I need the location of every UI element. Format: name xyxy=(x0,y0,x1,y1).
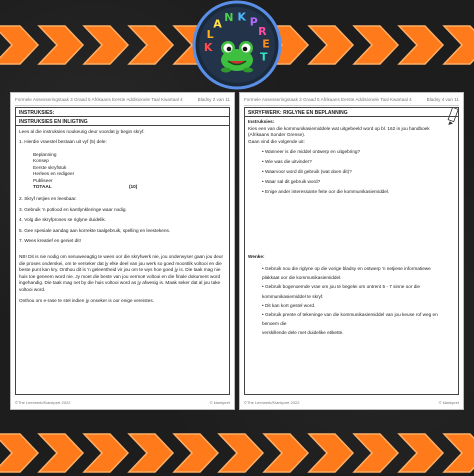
step-item: 5. Gee spesiale aandag aan korrekte taalgebruik, spelling en leestekens. xyxy=(19,227,171,233)
logo-letter: A xyxy=(213,17,222,31)
chevron-shape xyxy=(39,26,83,64)
instructions-box xyxy=(15,107,230,395)
wenke-line: verskillende dele met duidelike etikette. xyxy=(262,330,344,336)
chevron-shape xyxy=(444,434,474,472)
header-page-number: Bladsy 2 van 11 xyxy=(197,97,230,102)
wenke-list xyxy=(248,264,455,338)
page-preview-right xyxy=(239,92,464,410)
note-line: huis toe geneem word nie. Jy moet die beste van jou vermoë voltooi en die finale dokument word xyxy=(19,273,221,279)
footer-brand: © klankpret xyxy=(209,400,230,405)
chevron-shape xyxy=(39,434,83,472)
chevron-shape xyxy=(219,434,263,472)
instructions-intro: Lees al die instruksies noukeurig deur voordat jy begin skryf. xyxy=(19,129,145,134)
wenke-line: kommunikasiemiddel te skryf. xyxy=(262,293,324,299)
chevron-shape xyxy=(0,26,38,64)
chevron-shape xyxy=(309,26,353,64)
logo-letter: K xyxy=(237,10,247,24)
task-title: SKRYFWERK: RIGLYNE EN BEPLANNING xyxy=(245,108,458,117)
page-footer xyxy=(244,400,459,406)
steps-list xyxy=(19,194,226,247)
wenke-line: • Dit kan kort gestel word. xyxy=(262,302,316,308)
step-1: 1. Hierdie vraestel bestaan uit vyf (5) dele: xyxy=(19,139,107,144)
logo-letter: K xyxy=(203,41,213,54)
note-line: ingehandig. Die taak mag net by die huis voltooi word as jy afwesig is. Maak seker dat al jou take xyxy=(19,280,221,286)
page-footer xyxy=(15,400,230,406)
chevron-shape xyxy=(354,434,398,472)
wenke-label: Wenke: xyxy=(248,254,265,259)
total-row xyxy=(33,184,226,190)
instructions-subtitle: INSTRUKSIES EN INLIGTING xyxy=(16,117,229,126)
instr-line: Kies een van die kommunikasiemiddele wat uitgebeeld word op bl. 162 in jou handboek xyxy=(248,126,430,131)
step-item: 4. Volg die skryfproses se riglyne duidelik. xyxy=(19,217,107,222)
chevron-shape xyxy=(264,434,308,472)
note-line: die proses onderskei, om te verseker dat jy elke deel van jou werk so goed moontlik voltooi en die xyxy=(19,260,222,266)
total-value: (10) xyxy=(129,184,138,190)
logo-letter: T xyxy=(259,50,268,64)
chevron-shape xyxy=(354,26,398,64)
logo-letter: E xyxy=(262,37,270,51)
note-line: voltooi word. xyxy=(19,286,46,292)
bullet-item: • Waarvoor word dit gebruik (wat doen dit)? xyxy=(262,169,352,174)
instr-line: (Afrikaans Sonder Grense). xyxy=(248,132,306,138)
chevron-border-bottom xyxy=(0,430,474,476)
chevron-shape xyxy=(399,434,443,472)
instructions-text xyxy=(248,126,455,145)
part-item: Publiseer xyxy=(33,177,53,183)
chevron-shape xyxy=(174,434,218,472)
logo-letter: P xyxy=(249,15,258,29)
header-title: Formele Assesseringstaak 3 Graad 5 Afrikaans Eerste Addisionele Taal Kwartaal 4 xyxy=(15,97,183,102)
parts-list xyxy=(19,152,226,190)
logo-letter: N xyxy=(224,11,234,25)
step-item: 2. Skryf netjies en leesbaar. xyxy=(19,196,77,201)
chevron-shape xyxy=(84,434,128,472)
page-header xyxy=(244,97,459,106)
chevron-shape xyxy=(0,434,38,472)
writing-task-box xyxy=(244,107,459,395)
instructions-label: Instruksies: xyxy=(248,119,275,124)
part-item: Beplanning xyxy=(33,152,57,157)
chevron-shape xyxy=(129,434,173,472)
header-title: Formele Assesseringstaak 3 Graad 5 Afrikaans Eerste Addisionele Taal Kwartaal 4 xyxy=(244,97,412,102)
footer-copyright: ©The Leerwerk/Klankpret 2022 xyxy=(15,400,71,405)
bullet-item: • Wanneer is die middel ontwerp en uitgebring? xyxy=(262,149,361,154)
page-header xyxy=(15,97,230,106)
footer-copyright: ©The Leerwerk/Klankpret 2022 xyxy=(244,400,300,405)
logo-letter: R xyxy=(258,25,267,38)
bullet-item: • Waar sal dit gebruik word? xyxy=(262,179,321,184)
instr-line: Gaan vind die volgende uit: xyxy=(248,138,305,144)
klankpret-logo xyxy=(192,0,282,90)
header-page-number: Bladsy 4 van 11 xyxy=(426,97,459,102)
chevron-shape xyxy=(129,26,173,64)
chevron-shape xyxy=(399,26,443,64)
page-preview-left xyxy=(10,92,235,410)
chevron-shape xyxy=(309,434,353,472)
chevron-shape xyxy=(444,26,474,64)
wenke-line: • Gebruik bogenoemde vrae om jou te begelei om ontrent 5 - 7 sinne oor die xyxy=(262,284,420,290)
step-item: 3. Gebruik 'n potlood en kantlynkleringe waar nodig. xyxy=(19,206,127,212)
wenke-line: • Gebruik prente of tekeninge van die kommunikasiemiddel van jou keuse rof weg en benoem die xyxy=(262,312,438,327)
note-paragraph xyxy=(19,254,226,304)
step-item: 7. Wees kreatief en geniet dit! xyxy=(19,238,81,243)
part-item: Eerste skryfstuk xyxy=(33,164,67,170)
total-label: TOTAAL xyxy=(33,184,52,190)
chevron-shape xyxy=(84,26,128,64)
instructions-title: INSTRUKSIES: xyxy=(16,108,229,117)
logo-letter: L xyxy=(206,28,214,42)
question-bullets xyxy=(248,147,455,197)
wenke-line: • Gebruik nou die riglyne op die vorige bladsy en ontwerp 'n netjiese informatiewe xyxy=(262,266,431,271)
bullet-item: • Wie was die uitvinder? xyxy=(262,159,312,164)
note-last: Onthou om e-rase te stel indien jy onseker is oor enige vereistes. xyxy=(19,297,154,303)
wenke-line: plakkaat oor die kommunikasiemiddel. xyxy=(262,275,342,281)
part-item: Herlees en redigeer xyxy=(33,171,75,177)
footer-brand: © klankpret xyxy=(438,400,459,405)
bullet-item: • Enige ander interessante feite oor die kommunikasiemiddel. xyxy=(262,189,390,194)
note-line: beste punt kan kry. Onthou dit is 'n geleentheid vir jou om te wys hoe goed jy is. Die taak mag nie xyxy=(19,267,221,273)
note-line: NB! Dit is nie nodig om senuweeagtig te wees oor die skryfwerk nie, jou onderwyser gaan jou deur xyxy=(19,254,224,259)
part-item: Konsep xyxy=(33,158,49,164)
